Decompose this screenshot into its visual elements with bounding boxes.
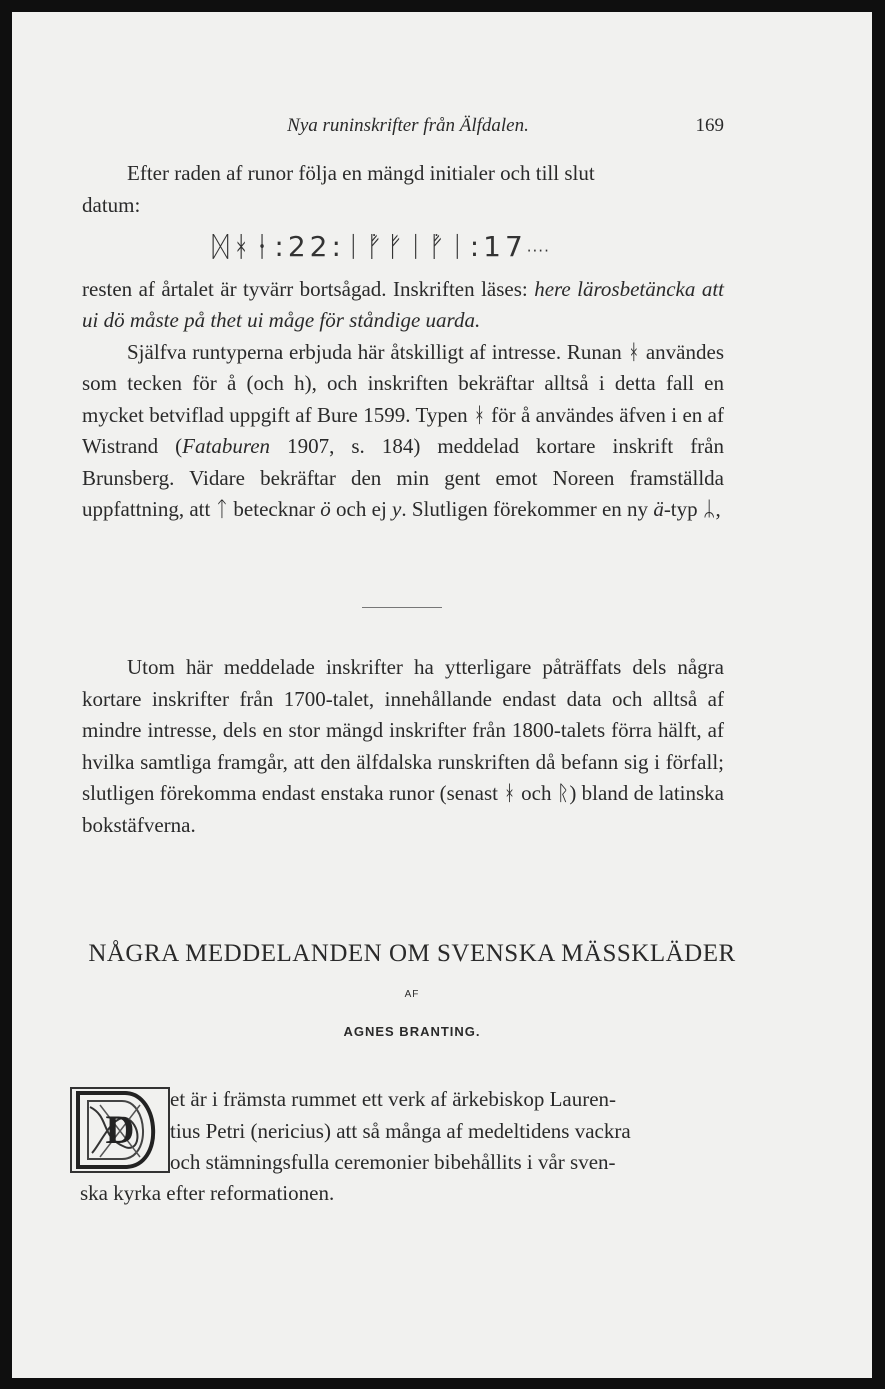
rune-glyph: ᚼ [627, 339, 641, 364]
rune-glyph: ᚼ [473, 402, 486, 427]
inscription-reading: here lärosbetäncka att ui dö måste på thet ui måge för ståndige uarda. [82, 276, 724, 332]
section-two [82, 652, 724, 841]
text-line: tius Petri (nericius) att så många af medeltidens vackra [170, 1118, 631, 1143]
article-title: NÅGRA MEDDELANDEN OM SVENSKA MÄSSKLÄDER [88, 940, 736, 967]
rune-sequence [82, 231, 724, 268]
rune-glyph: ᚱ [556, 781, 570, 805]
paragraph-2: Själfva runtyperna erbjuda här åtskilligt af intresse. Runan ᚼ användes som tecken för å (och h), och inskriften bekräftar alltså i detta fall en mycket betviflad uppgift af Bure 1599. Typen ᚼ för å användes äfven i en af Wistrand (Fataburen 1907, s. 184) meddelad kortare inskrift från Brunsberg. Vidare bekräftar den min gent emot Noreen framställda uppfattning, att ᛏ betecknar ö och ej y. Slutligen förekommer en ny ä-typ ᛦ, [82, 339, 724, 521]
article-opening [170, 1084, 714, 1179]
paragraph-3: Utom här meddelade inskrifter ha ytterligare påträffats dels några kortare inskrifter från 1700-talet, innehållande endast data och alltså af mindre intresse, dels en stor mängd inskrifter från 1800-talets förra hälft, af hvilka samtliga framgår, att den älfdalska runskriften då befann sig i förfall; slutligen förekomma endast enstaka runor (senast ᚼ och ᚱ) bland de latinska bokstäfverna. [82, 655, 724, 837]
paragraph-1: resten af årtalet är tyvärr bortsågad. Inskriften läses: here lärosbetäncka att ui dö måste på thet ui måge för ståndige uarda. [82, 276, 724, 332]
section-divider [362, 607, 442, 608]
rune-text: ᛞᚼᚽ:22:ᛁᚡᚠᛁᚡᛁ:17 [212, 230, 527, 263]
rune-glyph: ᛦ [702, 497, 716, 521]
section-one [82, 158, 724, 526]
text-line-last: ska kyrka efter reformationen. [80, 1181, 335, 1205]
author-name: AGNES BRANTING. [343, 1024, 481, 1039]
decorated-initial [70, 1087, 170, 1173]
initial-letter: D [105, 1107, 135, 1152]
byline: AF [404, 989, 420, 1000]
text-line: och stämningsfulla ceremonier bibehållits i vår sven- [170, 1150, 616, 1174]
running-title: Nya runinskrifter från Älfdalen. [287, 115, 529, 136]
rune-glyph: ᛏ [215, 497, 229, 521]
book-page [12, 12, 872, 1378]
page-header [92, 115, 724, 145]
reference-title: Fataburen [182, 434, 271, 458]
ornamental-initial-d-icon [70, 1087, 170, 1173]
rune-tail: ···· [526, 242, 550, 260]
intro-line: Efter raden af runor följa en mängd initialer och till slut [127, 161, 595, 185]
page-number: 169 [695, 115, 724, 136]
intro-line-2: datum: [82, 192, 141, 217]
rune-glyph: ᚼ [503, 781, 516, 805]
text-line: et är i främsta rummet ett verk af ärkebiskop Lauren- [170, 1087, 617, 1111]
